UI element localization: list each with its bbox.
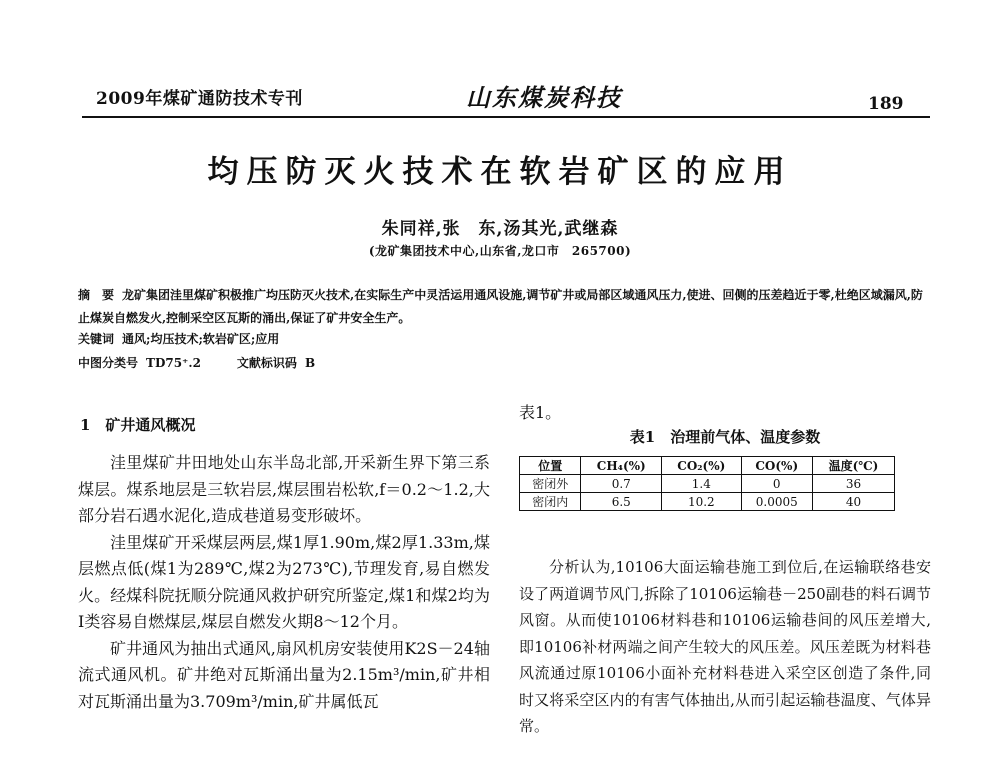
- classification-value: TD75⁺.2: [146, 356, 201, 370]
- author-list: 朱同祥,张 东,汤其光,武继森: [381, 219, 619, 239]
- table-cell: 36: [813, 475, 895, 493]
- running-header: 2009年煤矿通防技术专刊: [96, 89, 303, 109]
- table-cell: 40: [813, 493, 895, 511]
- doc-code-value: B: [304, 356, 316, 370]
- keywords-label: 关键词: [78, 332, 115, 346]
- table-reference: 表1。: [519, 403, 562, 422]
- table-cell: 密闭内: [520, 493, 581, 511]
- abstract-label: 摘 要: [78, 288, 115, 302]
- affiliation: (龙矿集团技术中心,山东省,龙口市 265700): [368, 244, 632, 258]
- section-heading: 1 矿井通风概况: [80, 416, 196, 434]
- table-header-cell: CH₄(%): [581, 457, 662, 475]
- table-row: [520, 493, 895, 511]
- table-cell: 0: [741, 475, 813, 493]
- table-header-row: [520, 457, 895, 475]
- table-cell: 1.4: [662, 475, 741, 493]
- table-header-cell: 温度(℃): [813, 457, 895, 475]
- table-header-cell: CO₂(%): [662, 457, 741, 475]
- abstract: [78, 284, 930, 330]
- body-paragraph: 矿井通风为抽出式通风,扇风机房安装使用K2S－24轴流式通风机。矿井绝对瓦斯涌出量为2.15m³/min,矿井相对瓦斯涌出量为3.709m³/min,矿井属低瓦: [78, 638, 490, 711]
- body-paragraph: 洼里煤矿开采煤层两层,煤1厚1.90m,煤2厚1.33m,煤层燃点低(煤1为289℃,煤2为273℃),节理发育,易自燃发火。经煤科院抚顺分院通风救护研究所鉴定,煤1和煤2均为Ⅰ类容易自燃煤层,煤层自燃发火期8～12个月。: [78, 532, 490, 631]
- gas-temperature-table: [519, 456, 895, 511]
- keywords-text: 通风;均压技术;软岩矿区;应用: [122, 332, 280, 346]
- abstract-text: 龙矿集团洼里煤矿积极推广均压防灭火技术,在实际生产中灵活运用通风设施,调节矿井或局部区域通风压力,使进、回侧的压差趋近于零,杜绝区域漏风,防止煤炭自燃发火,控制采空区瓦斯的涌出,保证了矿井安全生产。: [78, 288, 923, 325]
- body-paragraph: 洼里煤矿井田地处山东半岛北部,开采新生界下第三系煤层。煤系地层是三软岩层,煤层围岩松软,f＝0.2～1.2,大部分岩石遇水泥化,造成巷道易变形破坏。: [78, 453, 490, 525]
- table-caption: 表1 治理前气体、温度参数: [629, 428, 821, 446]
- right-column-body: [519, 554, 931, 740]
- table-cell: 密闭外: [520, 475, 581, 493]
- table-header-cell: 位置: [520, 457, 581, 475]
- header-rule: [82, 116, 930, 118]
- table-header-cell: CO(%): [741, 457, 813, 475]
- table-cell: 6.5: [581, 493, 662, 511]
- keywords: [78, 330, 930, 347]
- page-number: 189: [868, 94, 904, 114]
- classification-label: 中图分类号: [78, 356, 139, 370]
- table-cell: 0.0005: [741, 493, 813, 511]
- table-row: [520, 475, 895, 493]
- paper-title: 均压防灭火技术在软岩矿区的应用: [207, 154, 793, 190]
- left-column-body: [78, 450, 490, 715]
- classification-line: [78, 354, 930, 371]
- doc-code-label: 文献标识码: [236, 356, 297, 370]
- table-cell: 0.7: [581, 475, 662, 493]
- journal-name: 山东煤炭科技: [466, 83, 622, 112]
- body-paragraph: 分析认为,10106大面运输巷施工到位后,在运输联络巷安设了两道调节风门,拆除了10106运输巷－250副巷的料石调节风窗。从而使10106材料巷和10106运输巷间的风压差增大,即10106补材两端之间产生较大的风压差。风压差既为材料巷风流通过原10106小面补充材料巷进入采空区创造了条件,同时又将采空区内的有害气体抽出,从而引起运输巷温度、气体异常。: [519, 558, 931, 735]
- table-cell: 10.2: [662, 493, 741, 511]
